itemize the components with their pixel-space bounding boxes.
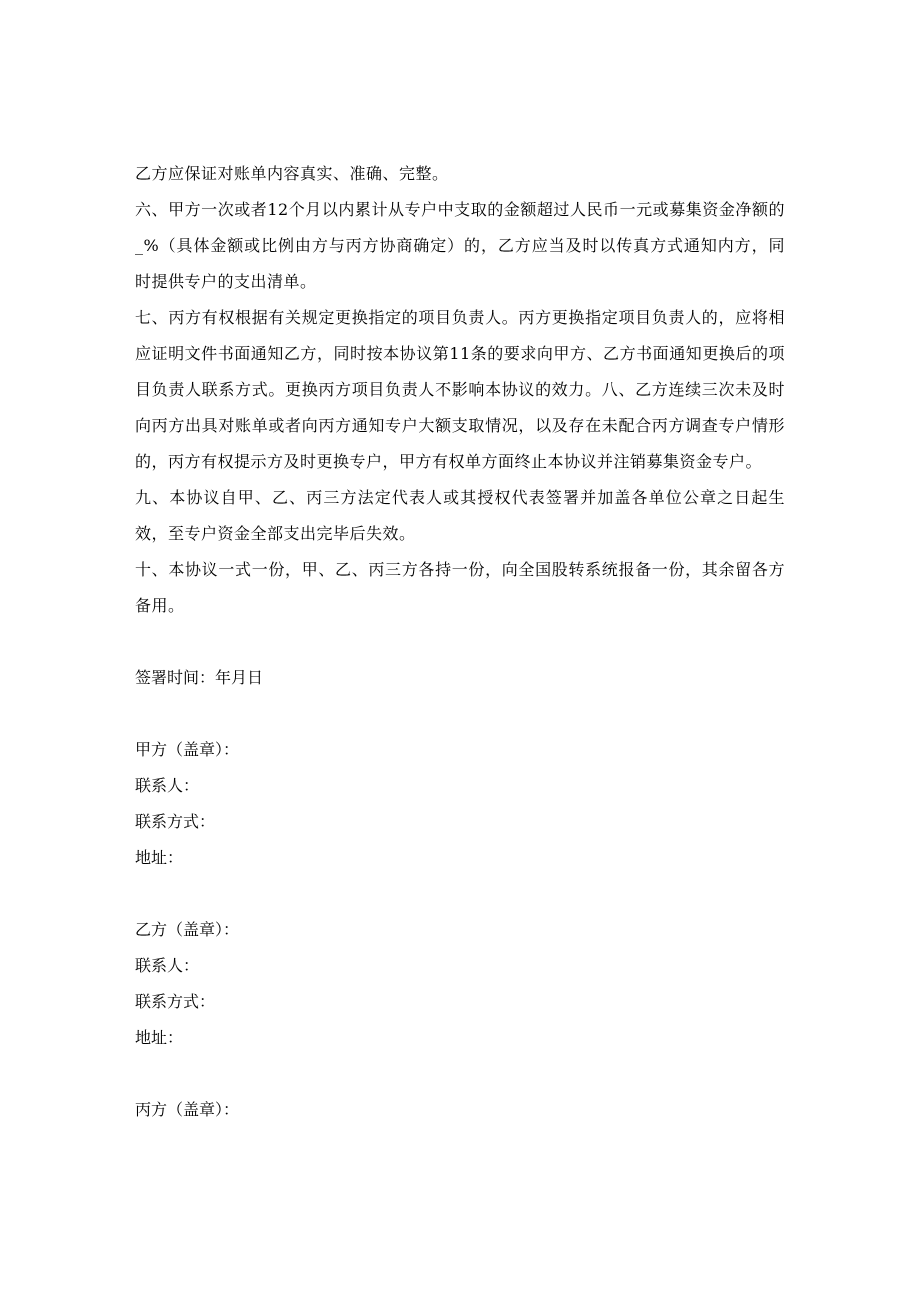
- party-a-block: [135, 732, 785, 876]
- signing-time: 签署时间：年月日: [135, 668, 264, 687]
- paragraph-ten: 十、本协议一式一份，甲、乙、丙三方各持一份，向全国股转系统报备一份，其余留各方备用。: [135, 560, 785, 615]
- party-b-block: [135, 912, 785, 1056]
- party-b-contact: 联系人：: [135, 956, 200, 975]
- party-c-block: [135, 1092, 785, 1128]
- spacer: [135, 1056, 785, 1092]
- party-a-contact-method: 联系方式：: [135, 812, 216, 831]
- paragraph-seven-eight: 七、丙方有权根据有关规定更换指定的项目负责人。丙方更换指定项目负责人的，应将相应证明文件书面通知乙方，同时按本协议第11条的要求向甲方、乙方书面通知更换后的项目负责人联系方式。更换丙方项目负责人不影响本协议的效力。八、乙方连续三次未及时向丙方出具对账单或者向丙方通知专户大额支取情况，以及存在未配合丙方调查专户情形的，丙方有权提示方及时更换专户，甲方有权单方面终止本协议并注销募集资金专户。: [135, 308, 785, 471]
- paragraph-accuracy: 乙方应保证对账单内容真实、准确、完整。: [135, 164, 449, 183]
- spacer: [135, 876, 785, 912]
- party-a-contact: 联系人：: [135, 776, 200, 795]
- party-a-seal: 甲方（盖章）：: [135, 740, 240, 759]
- party-b-seal: 乙方（盖章）：: [135, 920, 240, 939]
- spacer: [135, 696, 785, 732]
- document-body: [135, 156, 785, 1128]
- party-a-address: 地址：: [135, 848, 184, 867]
- party-b-address: 地址：: [135, 1028, 184, 1047]
- party-c-seal: 丙方（盖章）：: [135, 1100, 240, 1119]
- party-b-contact-method: 联系方式：: [135, 992, 216, 1011]
- spacer: [135, 624, 785, 660]
- paragraph-six: 六、甲方一次或者12个月以内累计从专户中支取的金额超过人民币一元或募集资金净额的_%（具体金额或比例由方与丙方协商确定）的，乙方应当及时以传真方式通知内方，同时提供专户的支出清单。: [135, 200, 785, 291]
- paragraph-nine: 九、本协议自甲、乙、丙三方法定代表人或其授权代表签署并加盖各单位公章之日起生效，至专户资金全部支出完毕后失效。: [135, 488, 785, 543]
